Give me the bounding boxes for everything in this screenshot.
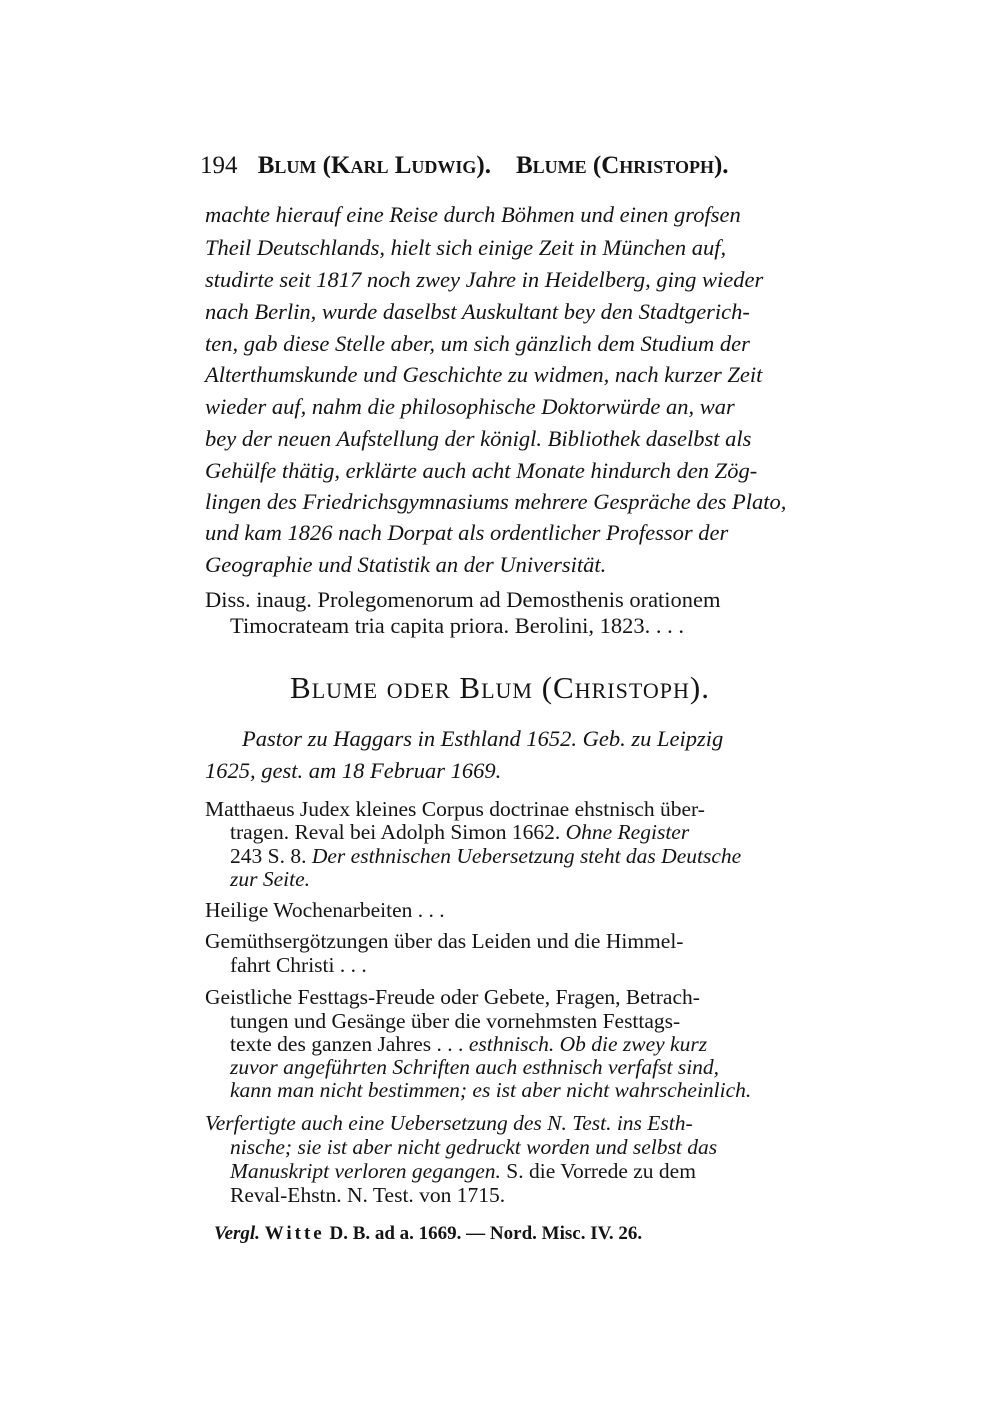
work-line [230, 844, 741, 869]
work-text: S. die Vorrede zu dem [506, 1159, 696, 1183]
work-line: Geistliche Festtags-Freude oder Gebete, Fragen, Betrach- [205, 985, 700, 1009]
work-line: nische; sie ist aber nicht gedruckt worden und selbst das [230, 1135, 718, 1159]
biography-line: machte hierauf eine Reise durch Böhmen und einen grofsen [205, 202, 741, 227]
work-note: Manuskript verloren gegangen. [230, 1159, 501, 1183]
intro-line: 1625, gest. am 18 Februar 1669. [205, 758, 502, 783]
work-note: Der esthnischen Uebersetzung steht das Deutsche [311, 844, 742, 868]
work-line: zuvor angeführten Schriften auch esthnisch verfafst sind, [230, 1055, 720, 1079]
work-line: Verfertigte auch eine Uebersetzung des N. Test. ins Esth- [205, 1111, 693, 1135]
work-line: fahrt Christi . . . [230, 953, 367, 977]
citation-line: Timocrateam tria capita priora. Berolini, 1823. . . . [230, 613, 685, 638]
reference-text: D. B. ad a. 1669. — Nord. Misc. IV. 26. [329, 1223, 643, 1244]
work-text: 243 S. 8. [230, 844, 307, 868]
work-line: tungen und Gesänge über die vornehmsten Festtags- [230, 1009, 681, 1033]
running-header [200, 152, 729, 180]
work-line [230, 1032, 707, 1057]
work-line: Gemüthsergötzungen über das Leiden und die Himmel- [205, 929, 684, 953]
work-text: texte des ganzen Jahres . . . [230, 1032, 464, 1056]
biography-line: wieder auf, nahm die philosophische Doktorwürde an, war [205, 394, 735, 419]
work-note: Ohne Register [565, 820, 690, 844]
citation-line: Diss. inaug. Prolegomenorum ad Demosthenis orationem [205, 587, 721, 612]
biography-line: und kam 1826 nach Dorpat als ordentlicher Professor der [205, 520, 729, 545]
right-heading: Blume (Christoph). [515, 152, 729, 179]
biography-line: studirte seit 1817 noch zwey Jahre in Heidelberg, ging wieder [205, 267, 764, 292]
work-line: kann man nicht bestimmen; es ist aber nicht wahrscheinlich. [230, 1078, 752, 1102]
biography-line: ten, gab diese Stelle aber, um sich gänzlich dem Studium der [205, 331, 750, 356]
reference-line [214, 1223, 642, 1245]
biography-line: Gehülfe thätig, erklärte auch acht Monate hindurch den Zög- [205, 458, 758, 483]
biography-line: lingen des Friedrichsgymnasiums mehrere Gespräche des Plato, [205, 489, 787, 514]
reference-witte: Witte [264, 1223, 325, 1244]
biography-line: Geographie und Statistik an der Universität. [205, 552, 607, 577]
intro-line: Pastor zu Haggars in Esthland 1652. Geb. zu Leipzig [242, 726, 724, 751]
biography-line: nach Berlin, wurde daselbst Auskultant bey den Stadtgerich- [205, 299, 750, 324]
biography-line: Theil Deutschlands, hielt sich einige Zeit in München auf, [205, 235, 727, 260]
work-line [230, 820, 689, 845]
page-number: 194 [200, 152, 238, 179]
left-heading: Blum (Karl Ludwig). [257, 152, 491, 179]
work-line: Matthaeus Judex kleines Corpus doctrinae ehstnisch über- [205, 797, 705, 821]
work-line [230, 1159, 696, 1184]
work-line: Reval-Ehstn. N. Test. von 1715. [230, 1183, 506, 1207]
biography-line: Alterthumskunde und Geschichte zu widmen, nach kurzer Zeit [205, 362, 763, 387]
biography-line: bey der neuen Aufstellung der königl. Bibliothek daselbst als [205, 426, 752, 451]
work-heilige: Heilige Wochenarbeiten . . . [205, 898, 445, 922]
reference-vergl: Vergl. [214, 1223, 260, 1244]
work-text: tragen. Reval bei Adolph Simon 1662. [230, 820, 561, 844]
work-note: esthnisch. Ob die zwey kurz [468, 1032, 708, 1056]
work-line: zur Seite. [230, 867, 311, 891]
entry-title: Blume oder Blum (Christoph). [290, 670, 710, 705]
